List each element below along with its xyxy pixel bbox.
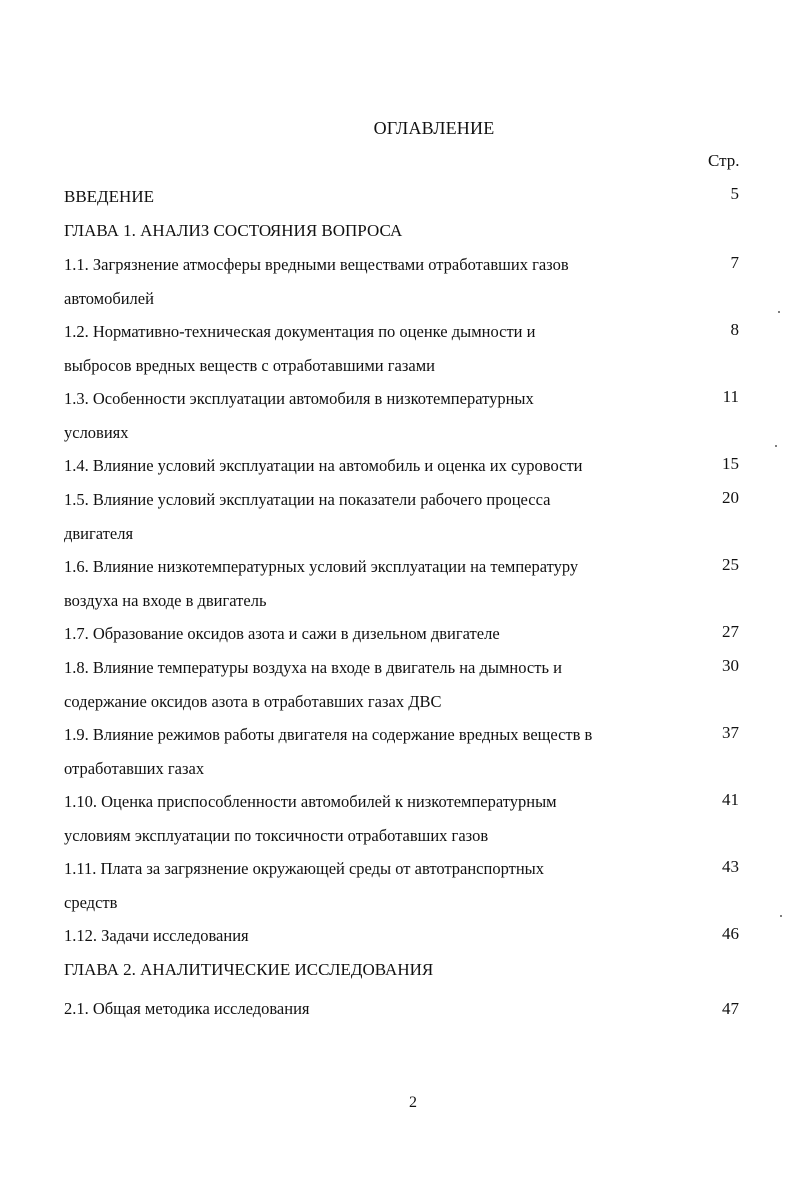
toc-page-number: 5 — [730, 184, 739, 203]
toc-entry-text: 1.5. Влияние условий эксплуатации на показатели рабочего процесса — [64, 490, 551, 509]
toc-page-number: 46 — [722, 924, 739, 943]
toc-section — [64, 785, 704, 852]
toc-entry-text: 1.2. Нормативно-техническая документация по оценке дымности и — [64, 322, 536, 341]
toc-section — [64, 651, 704, 718]
toc-section — [64, 550, 704, 617]
toc-page-number: 47 — [722, 999, 739, 1018]
toc-page-number: 43 — [722, 857, 739, 876]
toc-entry-text: ВВЕДЕНИЕ — [64, 187, 154, 206]
toc-section — [64, 992, 704, 1026]
toc-title: ОГЛАВЛЕНИЕ — [373, 118, 495, 138]
page-number: 2 — [409, 1094, 417, 1111]
toc-entry-text: 1.6. Влияние низкотемпературных условий эксплуатации на температуру — [64, 557, 579, 576]
toc-entry-text: 1.3. Особенности эксплуатации автомобиля в низкотемпературных — [64, 389, 534, 408]
toc-entry-text: 1.11. Плата за загрязнение окружающей среды от автотранспортных — [64, 859, 544, 878]
toc-section — [64, 617, 704, 651]
toc-entry-text: отработавших газах — [64, 758, 205, 778]
toc-page-number: 11 — [722, 387, 739, 406]
toc-entry-text: воздуха на входе в двигатель — [64, 590, 267, 610]
scan-speck — [778, 311, 780, 313]
toc-section — [64, 852, 704, 919]
toc-entry-text: 1.12. Задачи исследования — [64, 926, 249, 945]
toc-entry-text: автомобилей — [64, 288, 154, 308]
toc-section — [64, 483, 704, 550]
toc-page-number: 25 — [722, 555, 739, 574]
toc-section — [64, 382, 704, 449]
toc-page-number: 30 — [722, 656, 739, 675]
scan-speck — [775, 445, 777, 447]
page-column-label: Стр. — [708, 151, 740, 170]
toc-entry-text: условиям эксплуатации по токсичности отработавших газов — [64, 825, 489, 845]
toc-entry-text: 2.1. Общая методика исследования — [64, 999, 310, 1018]
toc-entry-text: 1.8. Влияние температуры воздуха на входе в двигатель на дымность и — [64, 658, 562, 677]
toc-entry-text: 1.7. Образование оксидов азота и сажи в дизельном двигателе — [64, 624, 500, 643]
toc-section — [64, 718, 704, 785]
toc-section — [64, 449, 704, 483]
scan-speck — [780, 915, 782, 917]
toc-entry-text: 1.4. Влияние условий эксплуатации на автомобиль и оценка их суровости — [64, 456, 583, 475]
toc-entry-text: условиях — [64, 422, 129, 442]
toc-page-number: 37 — [722, 723, 739, 742]
toc-entry-text: выбросов вредных веществ с отработавшими газами — [64, 355, 435, 375]
toc-entry-text: содержание оксидов азота в отработавших газах ДВС — [64, 691, 442, 711]
toc-entry-text: средств — [64, 892, 118, 912]
toc-page-number: 7 — [730, 253, 739, 272]
toc-page-number: 15 — [722, 454, 739, 473]
toc-page-number: 20 — [722, 488, 739, 507]
toc-entry-text: ГЛАВА 2. АНАЛИТИЧЕСКИЕ ИССЛЕДОВАНИЯ — [64, 960, 434, 979]
toc-chapter — [64, 180, 704, 214]
toc-entry-text: ГЛАВА 1. АНАЛИЗ СОСТОЯНИЯ ВОПРОСА — [64, 221, 403, 240]
toc-entry-text: 1.1. Загрязнение атмосферы вредными веществами отработавших газов — [64, 255, 569, 274]
toc-entry-text: 1.9. Влияние режимов работы двигателя на содержание вредных веществ в — [64, 725, 593, 744]
toc-chapter — [64, 214, 704, 248]
toc-entry-text: 1.10. Оценка приспособленности автомобилей к низкотемпературным — [64, 792, 557, 811]
toc-section — [64, 248, 704, 315]
toc-page-number: 41 — [722, 790, 739, 809]
toc-entry-text: двигателя — [64, 523, 134, 543]
toc-section — [64, 919, 704, 953]
toc-section — [64, 315, 704, 382]
toc-chapter — [64, 953, 704, 987]
toc-page-number: 8 — [730, 320, 739, 339]
toc-page-number: 27 — [722, 622, 739, 641]
